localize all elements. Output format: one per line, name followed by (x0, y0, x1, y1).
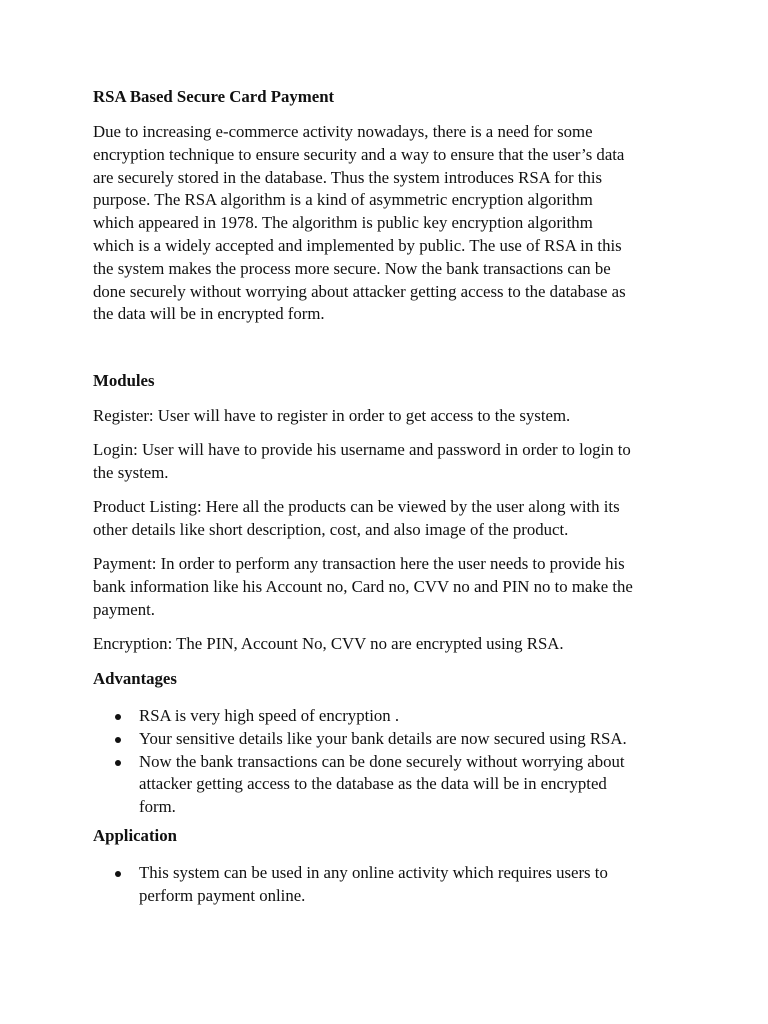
intro-paragraph (93, 121, 683, 326)
text-line: Login: User will have to provide his username and password in order to login to (93, 440, 631, 459)
text-line: are securely stored in the database. Thus the system introduces RSA for this (93, 167, 603, 187)
module-payment (93, 553, 683, 621)
bullet-icon (115, 871, 121, 877)
list-item (93, 705, 683, 728)
text-line: Payment: In order to perform any transaction here the user needs to provide his (93, 554, 625, 573)
text-line: attacker getting access to the database as the data will be in encrypted (139, 774, 607, 794)
text-line: purpose. The RSA algorithm is a kind of asymmetric encryption algorithm (93, 190, 593, 210)
text-line: payment. (93, 599, 155, 619)
list-item (93, 751, 683, 819)
application-heading: Application (93, 826, 177, 845)
advantages-heading: Advantages (93, 669, 177, 688)
text-line: perform payment online. (139, 885, 306, 905)
document-title: RSA Based Secure Card Payment (93, 87, 335, 106)
application-list (93, 862, 683, 908)
module-register (93, 405, 683, 428)
text-line: encryption technique to ensure security and a way to ensure that the user’s data (93, 144, 625, 164)
module-login (93, 439, 683, 485)
bullet-icon (115, 737, 121, 743)
text-line: Product Listing: Here all the products can be viewed by the user along with its (93, 497, 620, 516)
module-product-listing (93, 496, 683, 542)
text-line: the system makes the process more secure. Now the bank transactions can be (93, 258, 611, 278)
text-line: Encryption: The PIN, Account No, CVV no are encrypted using RSA. (93, 634, 564, 653)
text-line: This system can be used in any online activity which requires users to (139, 863, 608, 882)
text-line: done securely without worrying about attacker getting access to the database as (93, 281, 626, 301)
text-line: the system. (93, 462, 169, 482)
text-line: Your sensitive details like your bank details are now secured using RSA. (139, 728, 627, 748)
list-item (93, 862, 683, 908)
text-line: bank information like his Account no, Card no, CVV no and PIN no to make the (93, 576, 633, 596)
bullet-icon (115, 760, 121, 766)
text-line: which appeared in 1978. The algorithm is public key encryption algorithm (93, 213, 593, 233)
module-encryption (93, 633, 683, 656)
bullet-icon (115, 714, 121, 720)
text-line: RSA is very high speed of encryption . (139, 706, 400, 725)
modules-heading: Modules (93, 371, 155, 390)
text-line: the data will be in encrypted form. (93, 304, 325, 324)
list-item (93, 728, 683, 751)
text-line: Now the bank transactions can be done securely without worrying about (139, 751, 625, 771)
text-line: Register: User will have to register in order to get access to the system. (93, 406, 571, 425)
text-line: form. (139, 797, 176, 817)
advantages-list (93, 705, 683, 819)
text-line: which is a widely accepted and implemented by public. The use of RSA in this (93, 235, 622, 255)
text-line: other details like short description, cost, and also image of the product. (93, 519, 569, 539)
text-line: Due to increasing e-commerce activity nowadays, there is a need for some (93, 122, 593, 141)
